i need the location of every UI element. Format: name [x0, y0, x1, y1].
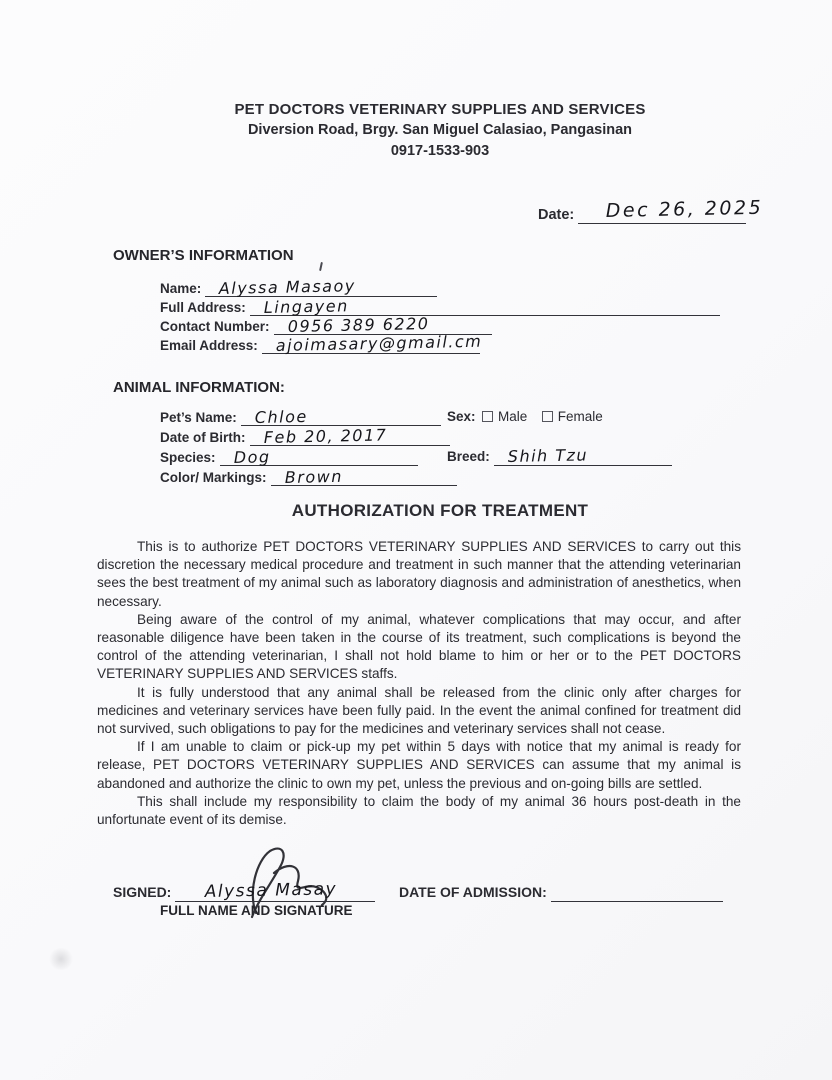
- signed-line: [175, 879, 375, 902]
- signature-caption: FULL NAME AND SIGNATURE: [160, 903, 353, 918]
- pet-dob-field: [160, 425, 457, 448]
- pet-color-field: [160, 468, 457, 488]
- owner-address-handwritten-value: Lingayen: [263, 296, 349, 317]
- clinic-header: [120, 99, 760, 162]
- pet-name-line: [241, 408, 441, 426]
- pet-dob-handwritten-value: Feb 20, 2017: [263, 425, 388, 447]
- pet-color-handwritten-value: Brown: [284, 466, 343, 487]
- owner-name-line: [205, 276, 437, 298]
- pet-breed-handwritten-value: Shih Tzu: [507, 445, 589, 466]
- animal-info-left-fields: [160, 408, 457, 488]
- pet-name-handwritten-value: Chloe: [254, 406, 308, 427]
- owner-address-label: Full Address:: [160, 300, 246, 315]
- date-field: [538, 196, 764, 224]
- date-label: Date:: [538, 207, 575, 223]
- pet-name-label: Pet’s Name:: [160, 410, 237, 425]
- pet-species-handwritten-value: Dog: [233, 447, 271, 467]
- female-checkbox: [542, 411, 553, 422]
- authorization-paragraph-1: This is to authorize PET DOCTORS VETERINARY SUPPLIES AND SERVICES to carry out this discretion the necessary medical procedure and treatment in such manner that the attending veterinarian sees the best treatment of my animal such as laboratory diagnosis and administration of anesthetics, when necessary.: [97, 539, 741, 609]
- male-option-label: Male: [497, 409, 528, 424]
- pet-breed-field: [447, 445, 672, 466]
- male-checkbox: [482, 411, 493, 422]
- owner-email-handwritten-value: ajoimasary@gmail.cm: [275, 331, 483, 355]
- pet-color-label: Color/ Markings:: [160, 470, 267, 485]
- pet-color-line: [271, 468, 457, 486]
- date-of-admission-label: DATE OF ADMISSION:: [399, 884, 547, 900]
- pet-breed-line: [494, 445, 672, 466]
- scan-smudge-artifact: [48, 948, 74, 970]
- authorization-paragraph-3: It is fully understood that any animal shall be released from the clinic only after charges for medicines and veterinary services have been fully paid. In the event the animal confined for treatment did not survived, such obligations to pay for the medicines and veterinary services shall not cease.: [97, 684, 741, 737]
- owner-name-handwritten-value: Alyssa Masaoy: [218, 276, 357, 298]
- pet-sex-label: Sex:: [447, 409, 476, 424]
- owner-contact-handwritten-value: 0956 389 6220: [287, 314, 430, 336]
- pet-breed-label: Breed:: [447, 449, 490, 464]
- owner-email-label: Email Address:: [160, 338, 258, 353]
- owner-email-field: [160, 331, 720, 355]
- owner-address-field: [160, 298, 720, 317]
- female-option-label: Female: [557, 409, 603, 424]
- owner-info-fields: [160, 276, 720, 355]
- date-line: [578, 196, 764, 224]
- clinic-name: PET DOCTORS VETERINARY SUPPLIES AND SERVICES: [234, 101, 646, 118]
- clinic-phone: 0917-1533-903: [390, 143, 490, 159]
- pet-species-line: [220, 448, 418, 466]
- pet-dob-label: Date of Birth:: [160, 430, 246, 445]
- date-of-admission-line: [551, 884, 723, 902]
- owner-contact-label: Contact Number:: [160, 319, 270, 334]
- owner-info-heading: OWNER’S INFORMATION: [113, 247, 294, 264]
- owner-name-field: [160, 276, 720, 298]
- pet-species-field: [160, 448, 457, 468]
- authorization-paragraph-2: Being aware of the control of my animal, whatever complications that may occur, and after reasonable diligence have been taken in the course of its treatment, such complications is beyond the control of the attending veterinarian, I shall not hold blame to him or her or to the PET DOCTORS VETERINARY SUPPLIES AND SERVICES staffs.: [97, 611, 741, 682]
- date-of-admission-field: [399, 884, 723, 902]
- stray-pen-mark: [319, 262, 323, 271]
- owner-address-line: [250, 298, 720, 316]
- clinic-address: Diversion Road, Brgy. San Miguel Calasiao, Pangasinan: [247, 122, 633, 138]
- signature-handwritten-value: Alyssa Masay: [204, 879, 338, 902]
- signed-label: SIGNED:: [113, 884, 172, 900]
- owner-name-label: Name:: [160, 281, 202, 296]
- authorization-paragraph-5: This shall include my responsibility to claim the body of my animal 36 hours post-death in the unfortunate event of its demise.: [97, 793, 741, 828]
- authorization-title: AUTHORIZATION FOR TREATMENT: [291, 501, 589, 520]
- pet-dob-line: [250, 425, 450, 447]
- pet-sex-field: [447, 408, 611, 426]
- authorization-paragraph-4: If I am unable to claim or pick-up my pet within 5 days with notice that my animal is ready for release, PET DOCTORS VETERINARY SUPPLIES AND SERVICES can assume that my animal is abandoned and authorize the clinic to own my pet, unless the previous and on-going bills are settled.: [97, 739, 741, 791]
- signed-field: [113, 879, 375, 902]
- pet-name-field: [160, 408, 457, 428]
- owner-email-line: [262, 331, 483, 355]
- pet-species-label: Species:: [160, 450, 216, 465]
- animal-info-heading: ANIMAL INFORMATION:: [113, 379, 285, 396]
- authorization-body: [97, 538, 741, 829]
- date-handwritten-value: Dec 26, 2025: [605, 196, 764, 222]
